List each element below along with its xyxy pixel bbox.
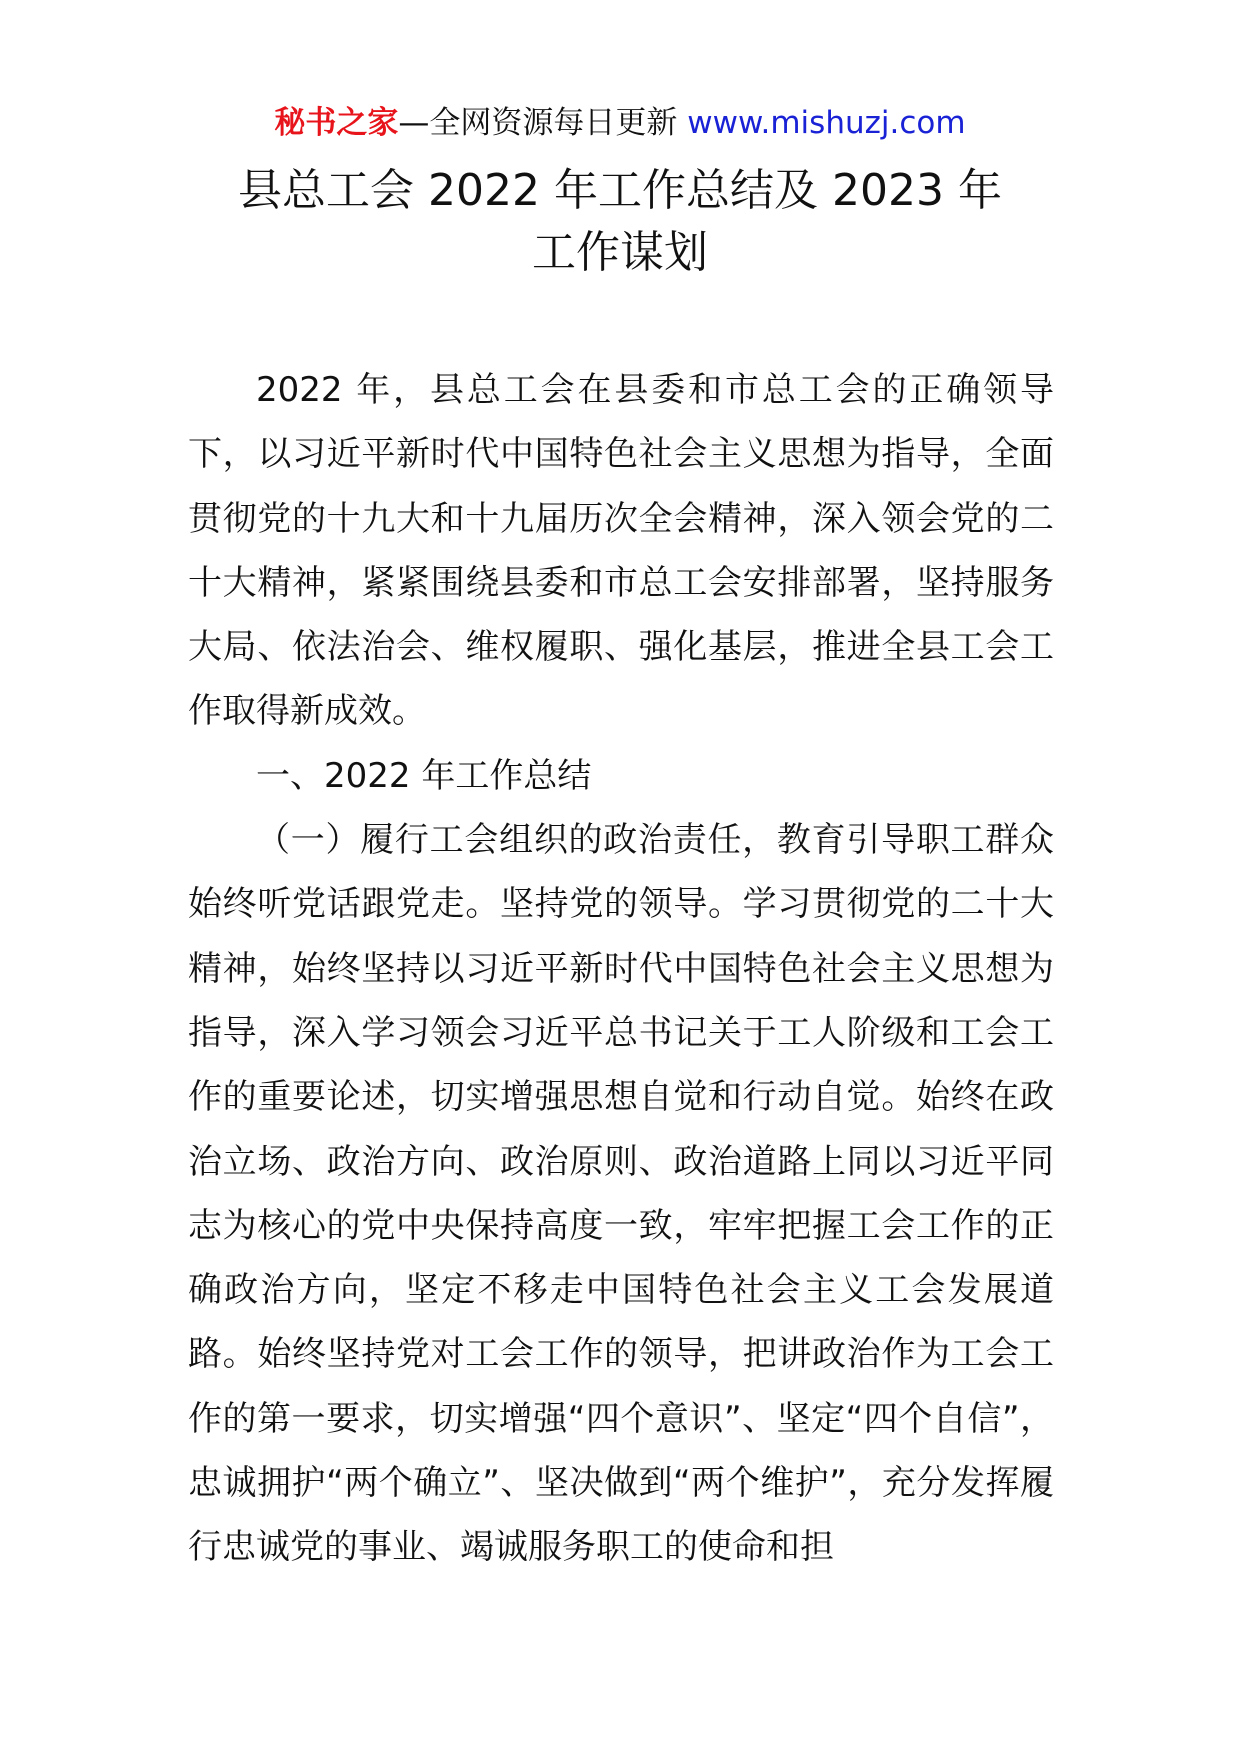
site-url-link[interactable]: www.mishuzj.com [687, 105, 966, 141]
site-header [0, 100, 1240, 146]
paragraph-intro: 2022 年，县总工会在县委和市总工会的正确领导下，以习近平新时代中国特色社会主义思想为指导，全面贯彻党的十九大和十九届历次全会精神，深入领会党的二十大精神，紧紧围绕县委和市总工会安排部署，坚持服务大局、依法治会、维权履职、强化基层，推进全县工会工作取得新成效。 [188, 370, 1054, 732]
document-body [188, 358, 1054, 1580]
header-tagline: —全网资源每日更新 [398, 105, 678, 141]
document-title [0, 160, 1240, 284]
section-heading: 一、2022 年工作总结 [256, 755, 592, 796]
title-line-2: 工作谋划 [532, 227, 708, 278]
brand-name: 秘书之家 [274, 105, 399, 141]
paragraph-section-1: （一）履行工会组织的政治责任，教育引导职工群众始终听党话跟党走。坚持党的领导。学习贯彻党的二十大精神，始终坚持以习近平新时代中国特色社会主义思想为指导，深入学习领会习近平总书记关于工人阶级和工会工作的重要论述，切实增强思想自觉和行动自觉。始终在政治立场、政治方向、政治原则、政治道路上同以习近平同志为核心的党中央保持高度一致，牢牢把握工会工作的正确政治方向，坚定不移走中国特色社会主义工会发展道路。始终坚持党对工会工作的领导，把讲政治作为工会工作的第一要求，切实增强“四个意识”、坚定“四个自信”，忠诚拥护“两个确立”、坚决做到“两个维护”，充分发挥履行忠诚党的事业、竭诚服务职工的使命和担 [188, 820, 1054, 1568]
title-line-1: 县总工会 2022 年工作总结及 2023 年 [238, 165, 1002, 216]
